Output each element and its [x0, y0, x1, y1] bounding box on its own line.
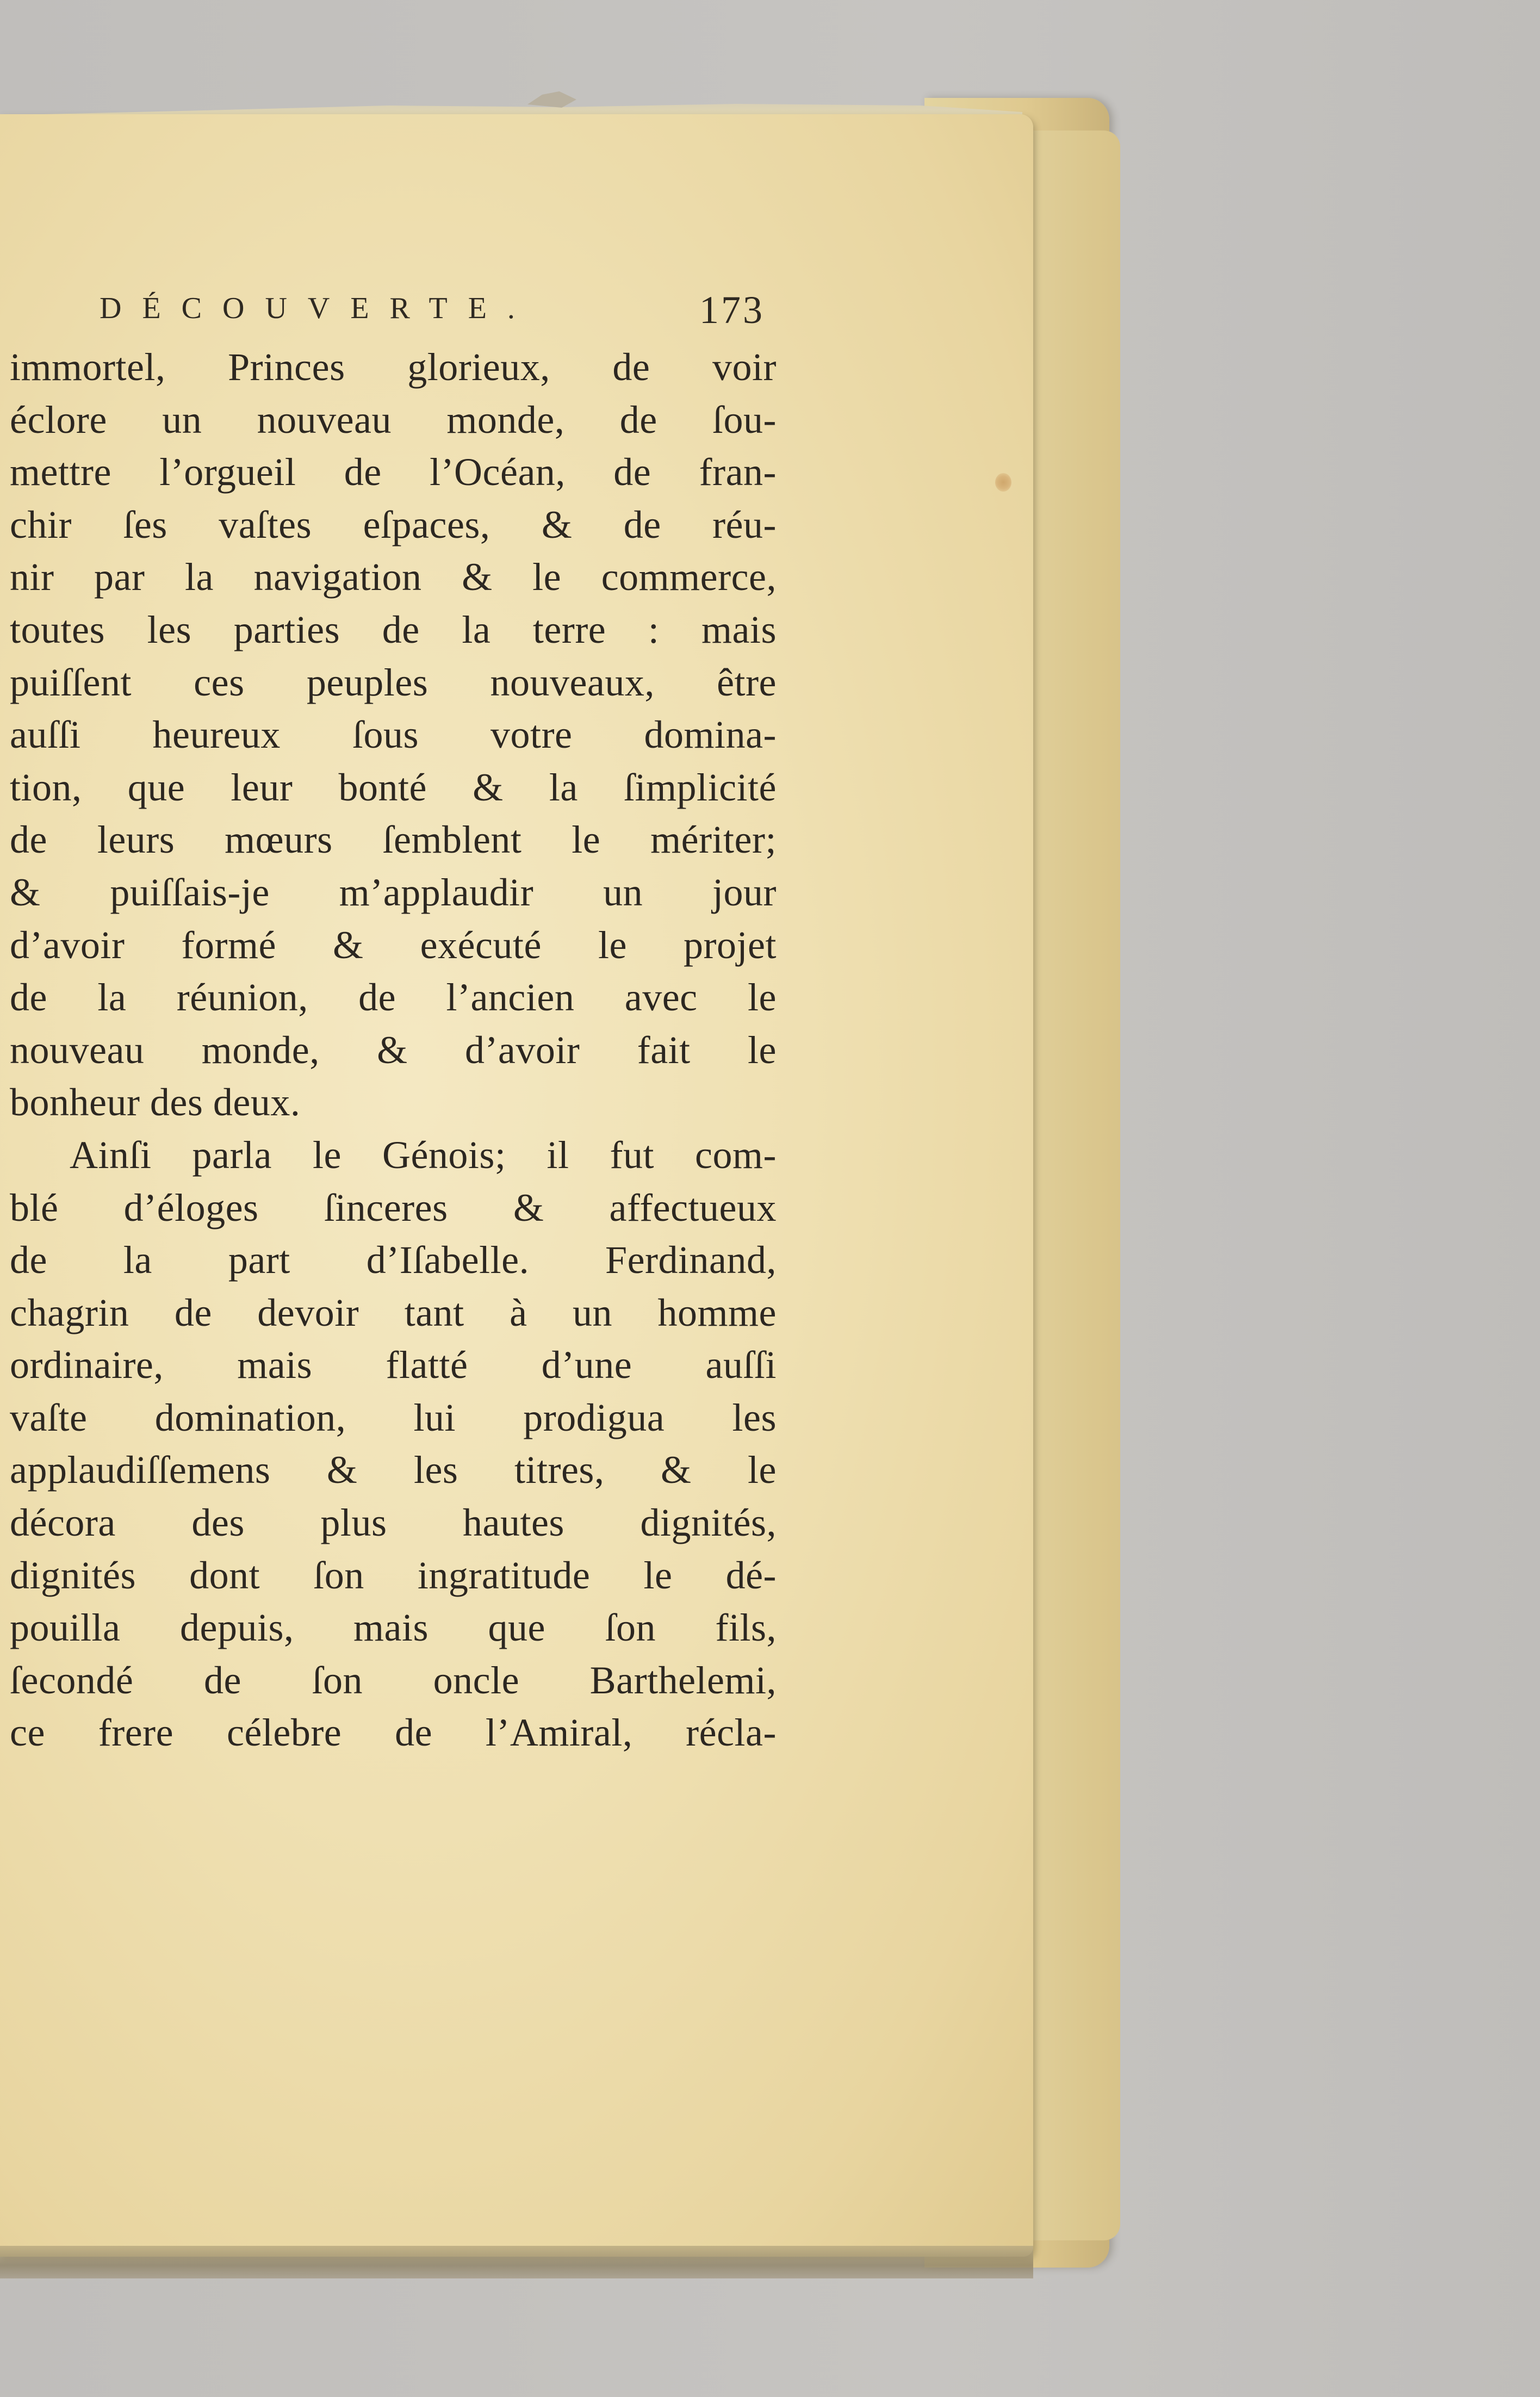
text-line: de la part d’Iſabelle. Ferdinand,	[10, 1238, 777, 1282]
page-number: 173	[699, 288, 765, 332]
running-head-title: DÉCOUVERTE.	[100, 291, 536, 325]
text-line: blé d’éloges ſinceres & affectueux	[10, 1185, 777, 1229]
text-line: ce frere célebre de l’Amiral, récla-	[10, 1711, 777, 1755]
text-line: décora des plus hautes dignités,	[10, 1501, 777, 1545]
text-line: ordinaire, mais flatté d’une auſſi	[10, 1343, 777, 1387]
text-line: applaudiſſemens & les titres, & le	[10, 1448, 777, 1492]
text-line: bonheur des deux.	[10, 1080, 301, 1125]
text-line: mettre l’orgueil de l’Océan, de fran-	[10, 450, 777, 494]
text-line: vaſte domination, lui prodigua les	[10, 1395, 777, 1439]
text-line: chir ſes vaſtes eſpaces, & de réu-	[10, 502, 777, 547]
text-line: de leurs mœurs ſemblent le mériter;	[10, 818, 777, 862]
page-tear	[527, 91, 576, 108]
text-line: nouveau monde, & d’avoir fait le	[10, 1028, 777, 1072]
page-text	[10, 288, 777, 1759]
text-line: auſſi heureux ſous votre domina-	[10, 713, 777, 757]
page-bottom-edge	[0, 2246, 1033, 2278]
text-line: ſecondé de ſon oncle Barthelemi,	[10, 1658, 777, 1702]
running-head	[10, 288, 777, 334]
text-line: éclore un nouveau monde, de ſou-	[10, 398, 777, 442]
text-line: dignités dont ſon ingratitude le dé-	[10, 1553, 777, 1597]
text-line: de la réunion, de l’ancien avec le	[10, 976, 777, 1020]
text-line: d’avoir formé & exécuté le projet	[10, 923, 777, 967]
text-line: nir par la navigation & le commerce,	[10, 555, 777, 599]
paper-stain	[995, 473, 1011, 492]
text-line: pouilla depuis, mais que ſon fils,	[10, 1606, 777, 1650]
text-line: puiſſent ces peuples nouveaux, être	[10, 660, 777, 704]
text-line: tion, que leur bonté & la ſimplicité	[10, 765, 777, 809]
text-line: & puiſſais-je m’applaudir un jour	[10, 870, 777, 914]
paragraph-first-line: Ainſi parla le Génois; il fut com-	[70, 1133, 777, 1177]
text-line: immortel, Princes glorieux, de voir	[10, 345, 777, 389]
text-line: toutes les parties de la terre : mais	[10, 607, 777, 651]
text-line: chagrin de devoir tant à un homme	[10, 1290, 777, 1334]
